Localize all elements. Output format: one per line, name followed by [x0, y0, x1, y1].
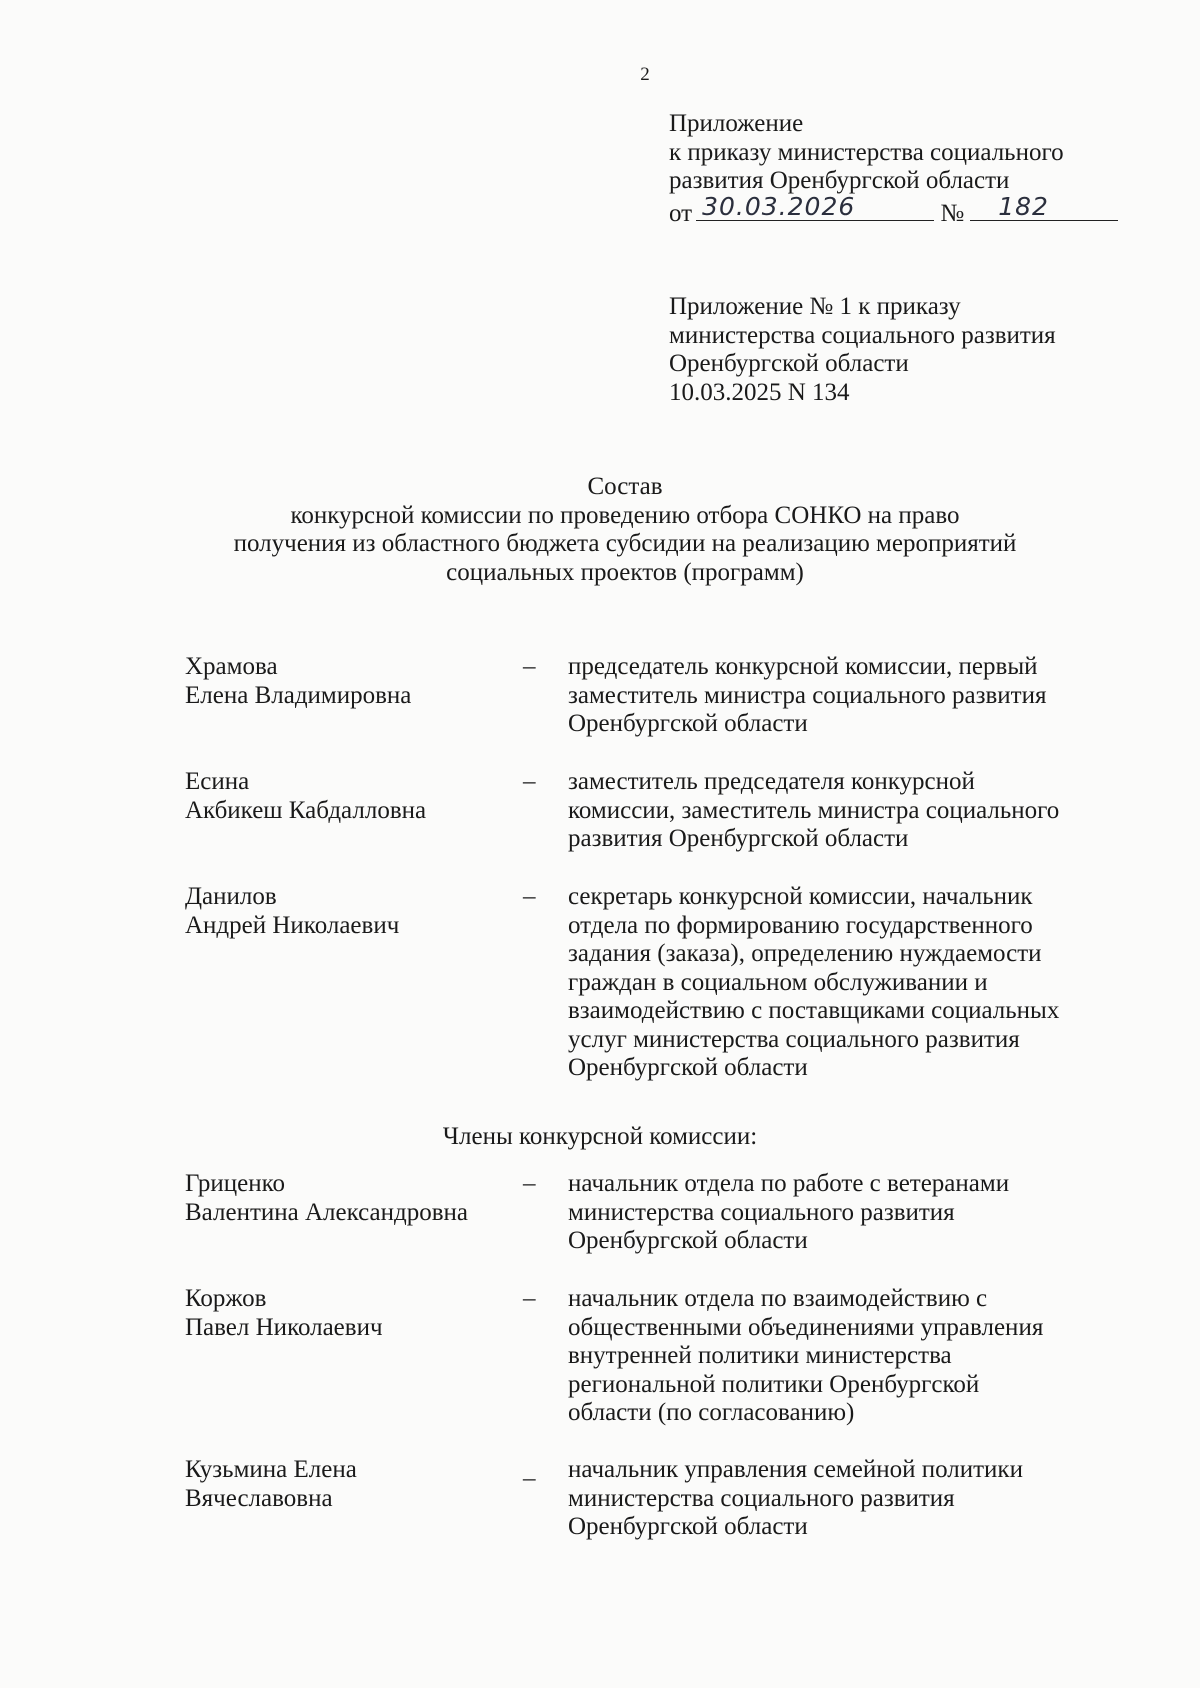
role-line: внутренней политики министерства: [568, 1342, 952, 1369]
member-given-names: Андрей Николаевич: [185, 911, 400, 939]
member-role: [568, 1456, 1128, 1542]
role-line: заместитель председателя конкурсной: [568, 768, 975, 795]
role-line: Оренбургской области: [568, 710, 808, 737]
page-number: 2: [640, 64, 650, 85]
member-given-names: Вячеславовна: [185, 1484, 333, 1512]
entry-dash: _: [523, 1456, 536, 1483]
role-line: отдела по формированию государственного: [568, 911, 1033, 939]
role-line: министерства социального развития: [568, 1198, 955, 1226]
role-line: задания (заказа), определению нуждаемости: [568, 940, 1042, 967]
member-role: [568, 653, 1128, 739]
role-line: министерства социального развития: [568, 1484, 955, 1512]
title-line: конкурсной комиссии по проведению отбора СОНКО на право: [290, 501, 960, 529]
member-given-names: Павел Николаевич: [185, 1313, 383, 1341]
role-line: граждан в социальном обслуживании и: [568, 968, 988, 996]
number-blank-field: [970, 192, 1118, 221]
entry-dash: –: [523, 653, 536, 680]
handwritten-date: 30.03.2026: [702, 192, 856, 221]
role-line: развития Оренбургской области: [568, 825, 909, 852]
approval-line-2: к приказу министерства социального: [669, 138, 1064, 166]
prior-appendix-line: Приложение № 1 к приказу: [669, 293, 961, 320]
number-sign: №: [940, 199, 965, 227]
member-name: [185, 653, 515, 710]
role-line: заместитель министра социального развития: [568, 681, 1047, 709]
member-surname: Гриценко: [185, 1170, 285, 1197]
member-role: [568, 883, 1128, 1083]
member-role: [568, 768, 1128, 854]
approval-line-1: Приложение: [669, 110, 804, 137]
entry-dash: –: [523, 1170, 536, 1197]
title-line: получения из областного бюджета субсидии на реализацию мероприятий: [233, 530, 1017, 557]
member-name: [185, 768, 515, 825]
role-line: начальник отдела по работе с ветеранами: [568, 1170, 1010, 1197]
role-line: секретарь конкурсной комиссии, начальник: [568, 883, 1033, 910]
member-surname: Данилов: [185, 883, 277, 910]
member-given-names: Валентина Александровна: [185, 1198, 468, 1226]
handwritten-number: 182: [998, 192, 1049, 221]
member-name: [185, 1285, 515, 1342]
role-line: услуг министерства социального развития: [568, 1025, 1020, 1053]
approval-date-number-line: [669, 192, 1118, 229]
member-given-names: Акбикеш Кабдалловна: [185, 796, 427, 824]
member-role: [568, 1285, 1128, 1428]
member-surname: Коржов: [185, 1285, 267, 1312]
entry-dash: –: [523, 768, 536, 795]
member-surname: Кузьмина Елена: [185, 1456, 357, 1483]
title-line: Состав: [587, 473, 663, 500]
member-surname: Храмова: [185, 653, 278, 680]
member-name: [185, 1456, 515, 1513]
date-prefix: от: [669, 199, 693, 227]
role-line: области (по согласованию): [568, 1399, 855, 1426]
prior-appendix-line: министерства социального развития: [669, 321, 1056, 349]
member-surname: Есина: [185, 768, 250, 795]
role-line: взаимодействию с поставщиками социальных: [568, 997, 1060, 1024]
date-blank-field: [696, 192, 934, 221]
prior-appendix-line: Оренбургской области: [669, 350, 909, 377]
role-line: начальник управления семейной политики: [568, 1456, 1023, 1483]
role-line: региональной политики Оренбургской: [568, 1370, 980, 1398]
role-line: общественными объединениями управления: [568, 1313, 1044, 1341]
role-line: Оренбургской области: [568, 1227, 808, 1254]
member-name: [185, 1170, 515, 1227]
approval-line-3: развития Оренбургской области: [669, 167, 1010, 194]
title-line: социальных проектов (программ): [446, 558, 804, 586]
entry-dash: –: [523, 883, 536, 910]
entry-dash: –: [523, 1285, 536, 1312]
role-line: начальник отдела по взаимодействию с: [568, 1285, 988, 1312]
role-line: комиссии, заместитель министра социального: [568, 796, 1060, 824]
role-line: председатель конкурсной комиссии, первый: [568, 653, 1038, 680]
members-heading: Члены конкурсной комиссии:: [442, 1123, 758, 1150]
member-name: [185, 883, 515, 940]
approval-appendix-block: [669, 110, 1118, 228]
role-line: Оренбургской области: [568, 1513, 808, 1540]
document-title: [150, 473, 1100, 587]
role-line: Оренбургской области: [568, 1054, 808, 1081]
member-role: [568, 1170, 1128, 1256]
prior-appendix-line: 10.03.2025 N 134: [669, 378, 850, 406]
member-given-names: Елена Владимировна: [185, 681, 412, 709]
prior-appendix-block: [669, 293, 1056, 407]
